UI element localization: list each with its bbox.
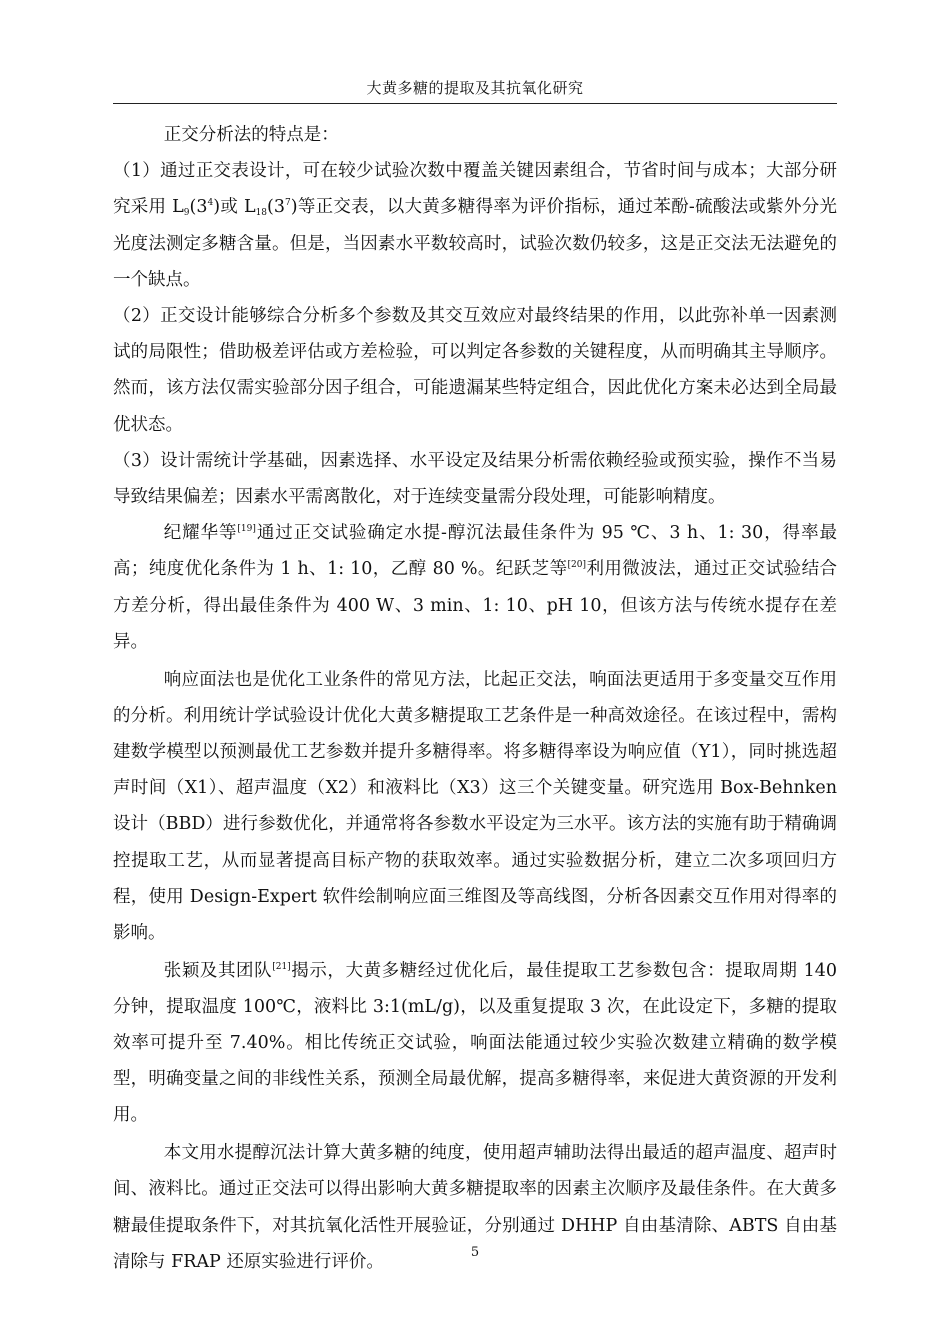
paragraph-orthogonal-point-3: （3）设计需统计学基础，因素选择、水平设定及结果分析需依赖经验或预实验，操作不当易导致结果偏差；因素水平需离散化，对于连续变量需分段处理，可能影响精度。 bbox=[113, 450, 837, 508]
paragraph-orthogonal-point-2: （2）正交设计能够综合分析多个参数及其交互效应对最终结果的作用，以此弥补单一因素测试的局限性；借助极差评估或方差检验，可以判定各参数的关键程度，从而明确其主导顺序。然而，该方法仅需实验部分因子组合，可能遗漏某些特定组合，因此优化方案未必达到全局最优状态。 bbox=[113, 306, 837, 435]
header-divider bbox=[113, 103, 837, 104]
text-run: 利用微波法，通过正交试验结合方差分析，得出最佳条件为 400 W、3 min、1: 10、pH 10，但该方法与传统水提存在差异。 bbox=[113, 559, 837, 652]
paragraph-zhang-study bbox=[113, 953, 837, 1134]
page-number: 5 bbox=[470, 1245, 480, 1260]
text-run: 通过正交试验确定水提-醇沉法最佳条件为 95 ℃、3 h、1: 30，得率最高；纯度优化条件为 1 h、1: 10，乙醇 80 %。纪跃芝等 bbox=[113, 523, 837, 580]
text-run: （1）通过正交表设计，可在较少试验次数中覆盖关键因素组合，节省时间与成本；大部分研究采用 L bbox=[113, 161, 837, 218]
paragraph-orthogonal-point-1 bbox=[113, 153, 837, 298]
paragraph-response-surface: 响应面法也是优化工业条件的常见方法，比起正交法，响面法更适用于多变量交互作用的分析。利用统计学试验设计优化大黄多糖提取工艺条件是一种高效途径。在该过程中，需构建数学模型以预测最优工艺参数并提升多糖得率。将多糖得率设为响应值（Y1），同时挑选超声时间（X1）、超声温度（X2）和液料比（X3）这三个关键变量。研究选用 Box-Behnken 设计（BBD）进行参数优化，并通常将各参数水平设定为三水平。该方法的实施有助于精确调控提取工艺，从而显著提高目标产物的获取效率。通过实验数据分析，建立二次多项回归方程，使用 Design-Expert 软件绘制响应面三维图及等高线图，分析各因素交互作用对得率的影响。 bbox=[113, 669, 837, 943]
running-header-title: 大黄多糖的提取及其抗氧化研究 bbox=[366, 79, 584, 97]
text-run: )或 L bbox=[213, 197, 256, 218]
text-run: 张颖及其团队 bbox=[163, 960, 273, 981]
text-run: 揭示，大黄多糖经过优化后，最佳提取工艺参数包含：提取周期 140 分钟，提取温度 100℃，液料比 3:1(mL/g)，以及重复提取 3 次，在此设定下，多糖的提取效率可提升至 7.40%。相比传统正交试验，响面法能通过较少实验次数建立精确的数学模型，明确变量之间的非线性关系，预测全局最优解，提高多糖得率，来促进大黄资源的开发利用。 bbox=[113, 960, 837, 1126]
citation-21: [21] bbox=[272, 961, 291, 972]
text-run: )等正交表，以大黄多糖得率为评价指标，通过苯酚-硫酸法或紫外分光光度法测定多糖含量。但是，当因素水平数较高时，试验次数仍较多，这是正交法无法避免的一个缺点。 bbox=[113, 197, 838, 290]
subscript: 18 bbox=[255, 208, 268, 219]
body-text bbox=[113, 117, 837, 1280]
paragraph-this-study: 本文用水提醇沉法计算大黄多糖的纯度，使用超声辅助法得出最适的超声温度、超声时间、液料比。通过正交法可以得出影响大黄多糖提取率的因素主次顺序及最佳条件。在大黄多糖最佳提取条件下，对其抗氧化活性开展验证，分别通过 DHHP 自由基清除、ABTS 自由基清除与 FRAP 还原实验进行评价。 bbox=[113, 1143, 837, 1272]
superscript: 7 bbox=[285, 198, 291, 209]
text-run: 纪耀华等 bbox=[163, 523, 238, 544]
paragraph-ji-studies bbox=[113, 515, 837, 660]
text-run: (3 bbox=[267, 197, 285, 218]
citation-20: [20] bbox=[567, 560, 587, 571]
text-run: (3 bbox=[189, 197, 208, 218]
subscript: 9 bbox=[183, 208, 190, 219]
citation-19: [19] bbox=[237, 524, 256, 535]
paragraph-orthogonal-intro: 正交分析法的特点是： bbox=[163, 125, 339, 145]
superscript: 4 bbox=[207, 198, 214, 209]
